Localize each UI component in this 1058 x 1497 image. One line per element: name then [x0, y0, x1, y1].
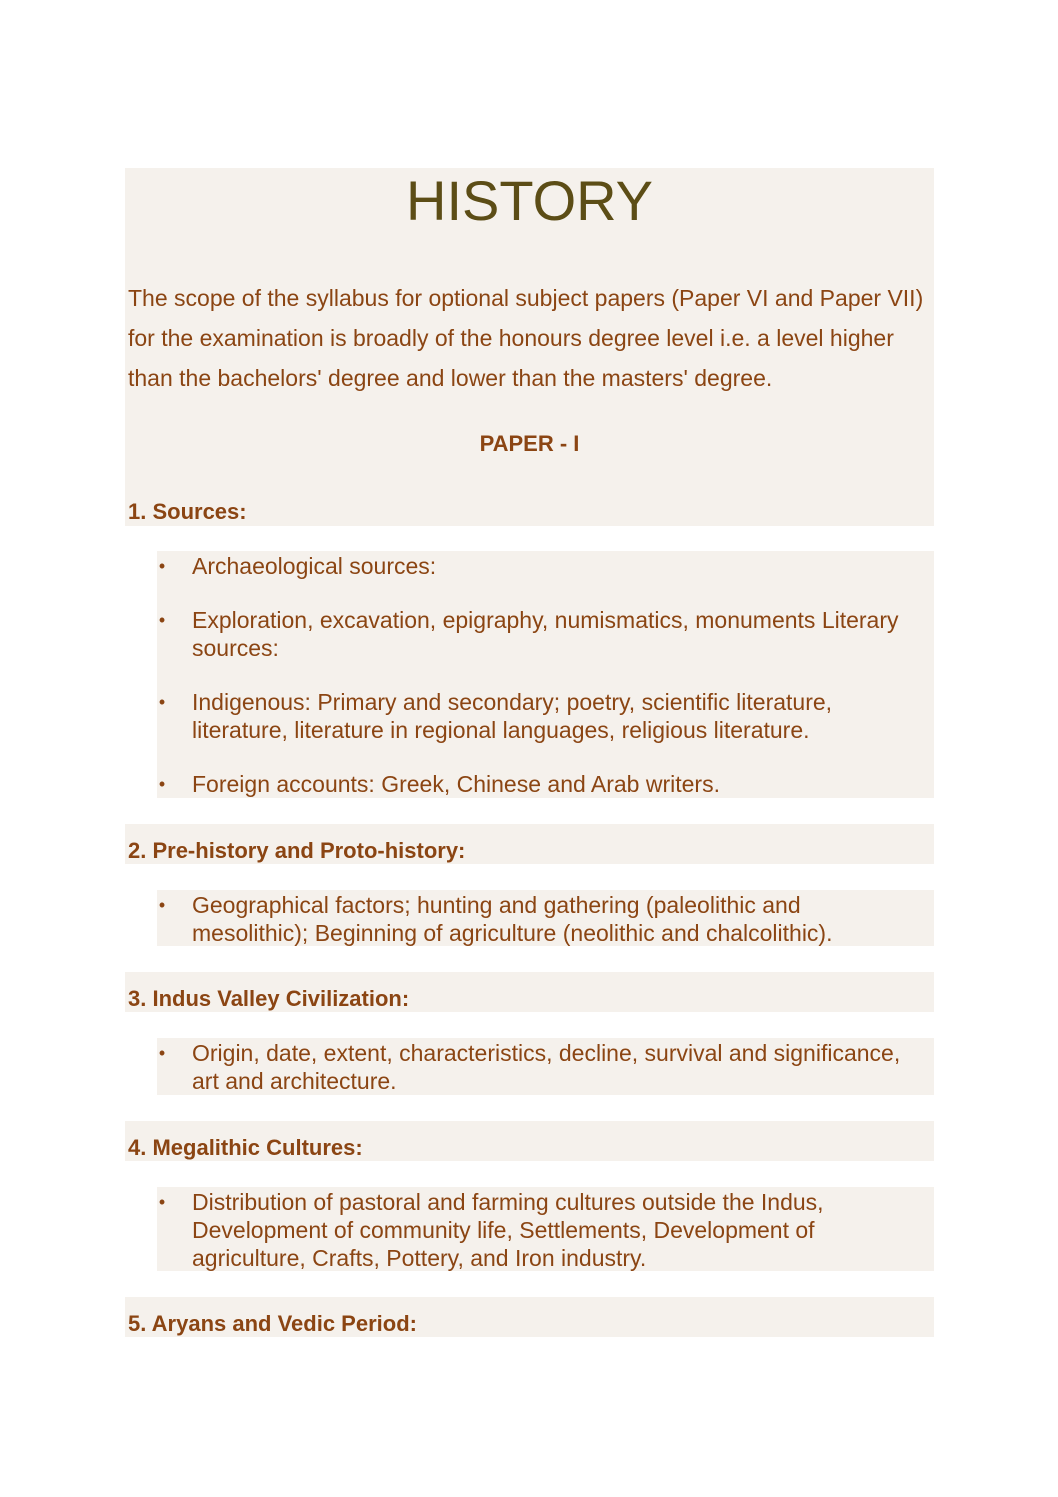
- list-item: • Foreign accounts: Greek, Chinese and Arab writers.: [158, 771, 720, 797]
- section-heading-megalithic: 4. Megalithic Cultures:: [128, 1135, 363, 1160]
- section-list-megalithic: [157, 1188, 917, 1272]
- document-title: HISTORY: [406, 169, 653, 232]
- section-heading-indus-valley: 3. Indus Valley Civilization:: [128, 986, 410, 1011]
- bullet-icon: •: [158, 556, 166, 576]
- list-item: • Archaeological sources:: [158, 553, 437, 579]
- section-list-prehistory: [157, 891, 917, 947]
- section-list-sources: [157, 552, 917, 798]
- bullet-icon: •: [158, 692, 166, 712]
- intro-paragraph: The scope of the syllabus for optional subject papers (Paper VI and Paper VII) for the examination is broadly of the honours degree level i.e. a level higher than the bachelors' degree and lower than the masters' degree.: [128, 285, 924, 391]
- section-heading-vedic-period: 5. Aryans and Vedic Period:: [128, 1311, 417, 1336]
- bullet-icon: •: [158, 1192, 166, 1212]
- list-item: • Exploration, excavation, epigraphy, numismatics, monuments Literary sources:: [158, 607, 899, 661]
- list-item: • Origin, date, extent, characteristics, decline, survival and significance, art and architecture.: [158, 1040, 901, 1094]
- bullet-icon: •: [158, 610, 166, 630]
- list-item: • Distribution of pastoral and farming cultures outside the Indus, Development of community life, Settlements, Development of agriculture, Crafts, Pottery, and Iron industry.: [158, 1189, 824, 1271]
- bullet-icon: •: [158, 895, 166, 915]
- list-item: • Geographical factors; hunting and gathering (paleolithic and mesolithic); Beginning of agriculture (neolithic and chalcolithic).: [158, 892, 833, 946]
- list-item: • Indigenous: Primary and secondary; poetry, scientific literature, literature, literature in regional languages, religious literature.: [158, 689, 833, 743]
- bullet-icon: •: [158, 1043, 166, 1063]
- section-list-indus-valley: [157, 1039, 917, 1095]
- section-heading-prehistory: 2. Pre-history and Proto-history:: [128, 838, 466, 863]
- bullet-icon: •: [158, 774, 166, 794]
- section-heading-sources: 1. Sources:: [128, 499, 247, 524]
- paper-label: PAPER - I: [479, 431, 580, 456]
